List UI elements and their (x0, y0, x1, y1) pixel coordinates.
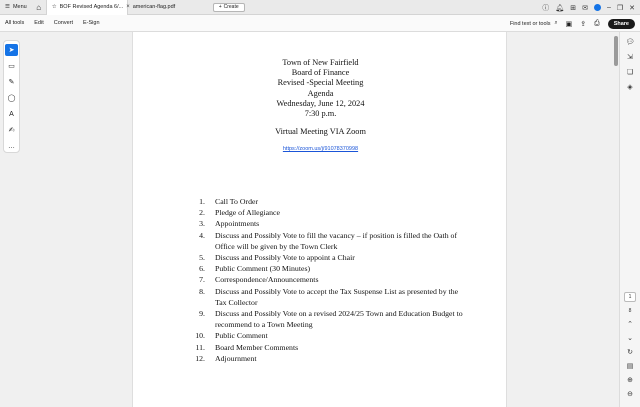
header-date: Wednesday, June 12, 2024 (276, 98, 365, 108)
star-icon[interactable]: ☆ (51, 4, 57, 10)
zoom-link[interactable]: https://zoom.us/j/91078370998 (282, 146, 359, 152)
header-meeting-type: Revised -Special Meeting (277, 78, 364, 88)
window-close-icon[interactable]: ✕ (629, 4, 635, 12)
header-board: Board of Finance (291, 68, 350, 78)
pdf-page (132, 32, 507, 407)
find-text-label: Find text or tools (509, 20, 551, 27)
pages-panel-icon[interactable]: ❏ (626, 69, 634, 76)
left-toolbar (3, 40, 20, 153)
page-navigation (624, 292, 636, 398)
right-rail-panels (626, 32, 635, 91)
header-town: Town of New Fairfield (282, 58, 359, 67)
pen-icon[interactable]: ✎ (8, 79, 15, 86)
toolbar-right (510, 15, 635, 32)
main-toolbar (0, 15, 640, 32)
tab-bof-agenda[interactable] (46, 0, 128, 15)
document-icon[interactable]: ▤ (626, 363, 634, 370)
header-time: 7:30 p.m. (304, 109, 337, 119)
agenda-item: 6. Public Comment (30 Minutes) (199, 264, 311, 274)
menu-label: Menu (12, 4, 27, 10)
avatar[interactable] (594, 4, 601, 11)
layers-panel-icon[interactable]: ◈ (627, 84, 633, 91)
menu-esign[interactable]: E-Sign (83, 20, 100, 26)
agenda-item: 7. Correspondence/Announcements (199, 275, 319, 285)
zoom-in-icon[interactable]: ⊕ (627, 377, 633, 384)
text-box-icon[interactable]: A (9, 110, 14, 118)
select-cursor-icon[interactable]: ➤ (5, 44, 18, 56)
chevron-down-icon[interactable]: ⌄ (627, 335, 633, 342)
minimize-icon[interactable]: – (606, 4, 611, 11)
right-rail (619, 32, 640, 407)
title-bar (0, 0, 640, 15)
export-panel-icon[interactable]: ⇲ (627, 54, 633, 61)
tab-label: american-flag.pdf (132, 4, 176, 10)
find-text-button[interactable] (510, 20, 558, 27)
create-button[interactable] (213, 3, 245, 12)
help-icon[interactable]: ⓘ (542, 4, 550, 12)
agenda-list (191, 196, 466, 364)
apps-grid-icon[interactable]: ⊞ (570, 4, 577, 12)
sign-icon[interactable]: ✍ (8, 127, 15, 134)
chevron-up-icon[interactable]: ⌃ (627, 321, 633, 328)
menu-convert[interactable]: Convert (53, 20, 74, 26)
agenda-item: 2. Pledge of Allegiance (199, 208, 280, 218)
lasso-icon[interactable]: ◯ (7, 95, 16, 102)
menu-all-tools[interactable]: All tools (5, 20, 25, 26)
search-icon: ⌕ (554, 20, 558, 26)
create-label: Create (223, 4, 239, 10)
agenda-item: 4. Discuss and Possibly Vote to fill the vacancy – if position is filled the Oath of Office will be given by the Town Clerk (199, 230, 458, 251)
header-agenda: Agenda (307, 88, 334, 98)
meeting-note: Virtual Meeting VIA Zoom (275, 127, 366, 136)
agenda-header (133, 58, 508, 119)
menu-button[interactable] (0, 0, 32, 15)
vertical-scrollbar[interactable] (614, 36, 618, 404)
agenda-item: 12. Adjournment (195, 353, 257, 363)
refresh-icon[interactable]: ↻ (627, 349, 633, 356)
agenda-item: 5. Discuss and Possibly Vote to appoint a Chair (199, 253, 355, 263)
maximize-icon[interactable]: ❐ (616, 4, 624, 12)
home-icon[interactable]: ⌂ (36, 2, 42, 12)
agenda-item: 3. Appointments (199, 219, 260, 229)
zoom-out-icon[interactable]: ⊖ (627, 391, 633, 398)
more-options-icon[interactable]: … (8, 142, 15, 150)
comment-icon[interactable]: ▭ (8, 63, 15, 70)
upload-icon[interactable]: ⇪ (580, 20, 587, 28)
print-icon[interactable]: ⎙ (594, 19, 600, 27)
bell-icon[interactable]: 🔔︎ (555, 4, 565, 12)
total-pages: 8 (628, 308, 632, 314)
tab-american-flag[interactable] (128, 0, 208, 15)
current-page-field[interactable]: 1 (624, 292, 636, 302)
tab-label: BOF Revised Agenda 6/... (59, 4, 124, 10)
comments-panel-icon[interactable]: 💬︎ (625, 39, 635, 46)
agenda-item: 8. Discuss and Possibly Vote to accept the Tax Suspense List as presented by the Tax Collector (199, 286, 459, 307)
agenda-item: 10. Public Comment (195, 331, 268, 341)
gift-icon[interactable]: ✉ (582, 4, 588, 12)
scrollbar-thumb[interactable] (614, 36, 618, 66)
plus-icon: + (218, 4, 222, 10)
save-icon[interactable]: ▣ (565, 20, 573, 28)
window-controls (542, 0, 640, 15)
share-button[interactable]: Share (608, 19, 635, 29)
agenda-item: 1. Call To Order (199, 197, 259, 206)
close-icon[interactable]: × (126, 4, 130, 10)
hamburger-icon: ☰ (5, 4, 10, 10)
agenda-item: 9. Discuss and Possibly Vote on a revised 2024/25 Town and Education Budget to recommend to a Town Meeting (199, 309, 463, 330)
menu-edit[interactable]: Edit (34, 20, 44, 26)
agenda-item: 11. Board Member Comments (195, 342, 299, 352)
